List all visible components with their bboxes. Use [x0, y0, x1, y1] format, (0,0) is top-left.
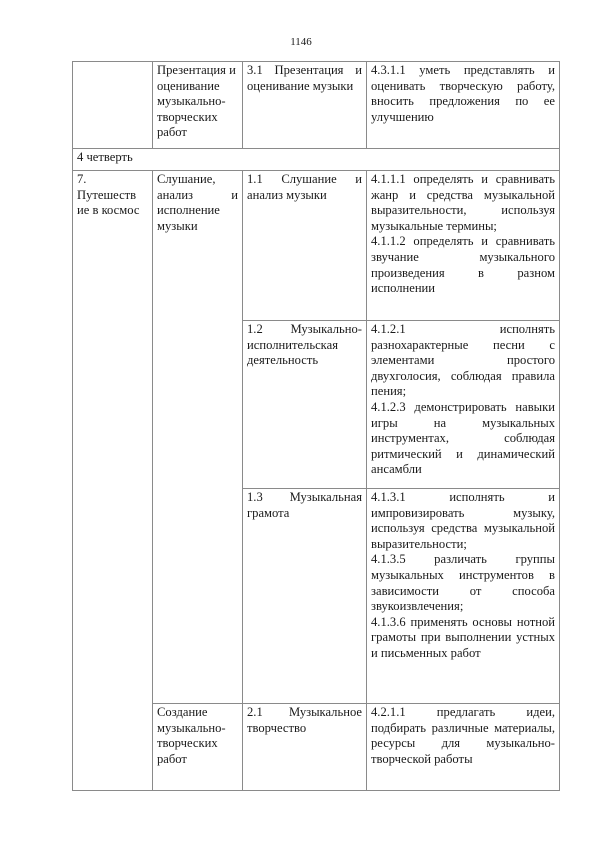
section-title-cell: 7. Путешеств ие в космос	[73, 171, 153, 791]
table-row-quarter	[73, 149, 560, 171]
subject-cell: Слушание, анализ и исполнение музыки	[153, 171, 243, 704]
objectives-cell	[367, 704, 560, 791]
objectives-cell	[367, 321, 560, 489]
objectives-cell	[367, 489, 560, 704]
curriculum-table	[72, 61, 560, 791]
page-number: 1146	[290, 36, 312, 48]
quarter-heading: 4 четверть	[73, 149, 560, 171]
objective-item: 4.1.2.3 демонстрировать навыки игры на музыкальных инструментах, соблюдая ритмический и динамический ансамбли	[371, 399, 555, 477]
subject-cell: Создание музыкально-творческих работ	[153, 704, 243, 791]
objective-item: 4.1.2.1 исполнять разнохарактерные песни с элементами простого двухголосия, соблюдая правила пения;	[371, 322, 555, 399]
objectives-cell	[367, 62, 560, 149]
table-row-presentation	[73, 62, 560, 149]
objective-item: 4.1.3.1 исполнять и импровизировать музыку, используя средства музыкальной выразительности;	[371, 490, 555, 551]
topic-cell: 3.1 Презентация и оценивание музыки	[243, 62, 367, 149]
topic-cell: 1.1 Слушание и анализ музыки	[243, 171, 367, 321]
objective-item: 4.1.3.6 применять основы нотной грамоты при выполнении устных и письменных работ	[371, 614, 555, 660]
objective-item: 4.1.3.5 различать группы музыкальных инструментов в зависимости от способа звукоизвлечения;	[371, 552, 555, 614]
topic-cell: 2.1 Музыкальное творчество	[243, 704, 367, 791]
section-cell	[73, 62, 153, 149]
topic-cell: 1.2 Музыкально-исполнительская деятельность	[243, 321, 367, 489]
objective-item: 4.1.1.2 определять и сравнивать звучание музыкального произведения в разном исполнении	[371, 234, 555, 296]
objectives-cell	[367, 171, 560, 321]
subject-cell: Презентация и оценивание музыкально-творческих работ	[153, 62, 243, 149]
table-row-listening	[73, 171, 560, 321]
topic-cell: 1.3 Музыкальная грамота	[243, 489, 367, 704]
objective-item: 4.2.1.1 предлагать идеи, подбирать различные материалы, ресурсы для музыкально-творческой работы	[371, 705, 555, 766]
objective-item: 4.3.1.1 уметь представлять и оценивать творческую работу, вносить предложения по ее улучшению	[371, 63, 555, 124]
objective-item: 4.1.1.1 определять и сравнивать жанр и средства музыкальной выразительности, используя музыкальные термины;	[371, 172, 555, 233]
